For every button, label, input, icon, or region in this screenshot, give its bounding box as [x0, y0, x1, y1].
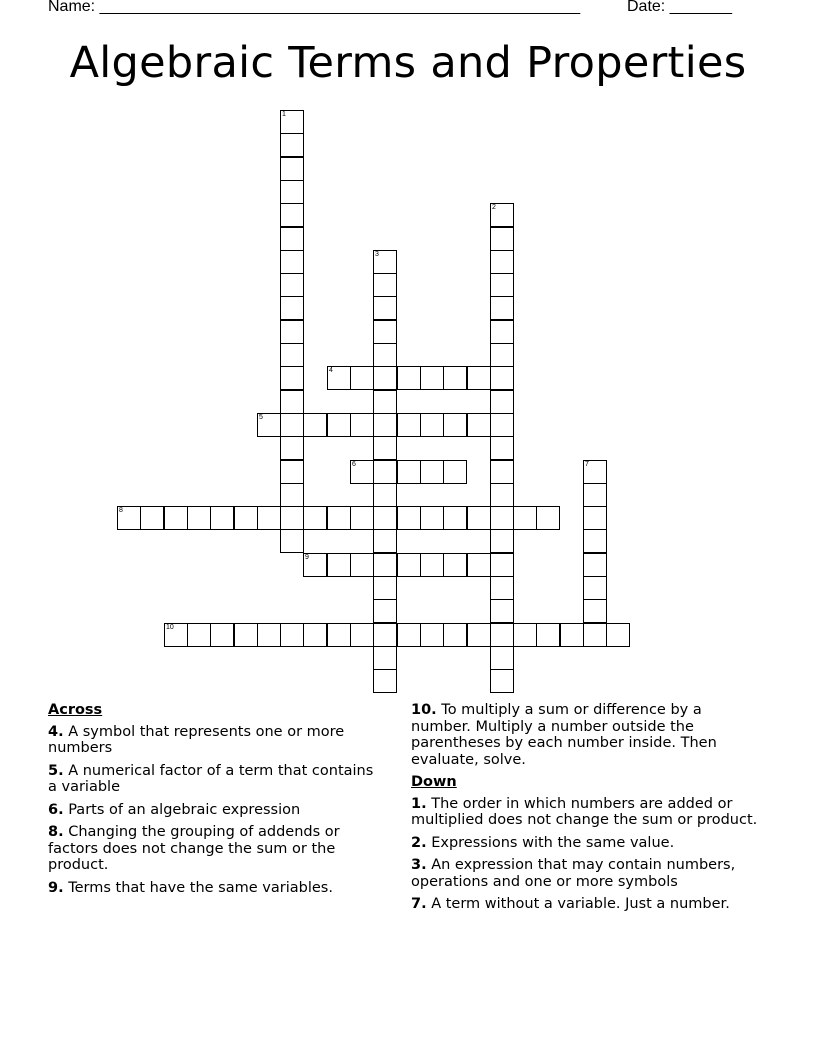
crossword-cell[interactable]	[210, 623, 234, 647]
crossword-cell[interactable]	[373, 576, 397, 600]
crossword-cell[interactable]	[583, 576, 607, 600]
crossword-cell[interactable]	[280, 413, 304, 437]
crossword-cell[interactable]	[490, 599, 514, 623]
crossword-cell[interactable]	[350, 413, 374, 437]
crossword-cell[interactable]	[280, 623, 304, 647]
crossword-cell[interactable]	[187, 506, 211, 530]
crossword-cell[interactable]	[373, 483, 397, 507]
crossword-cell[interactable]	[490, 320, 514, 344]
crossword-cell[interactable]	[467, 506, 491, 530]
clue-across-6: 6. Parts of an algebraic expression	[48, 801, 301, 818]
crossword-cell[interactable]	[280, 390, 304, 414]
crossword-cell[interactable]	[164, 506, 188, 530]
crossword-cell[interactable]	[327, 623, 351, 647]
crossword-cell[interactable]	[303, 623, 327, 647]
crossword-cell[interactable]	[164, 623, 188, 647]
crossword-cell[interactable]	[490, 576, 514, 600]
crossword-cell[interactable]	[210, 506, 234, 530]
crossword-cell[interactable]	[513, 506, 537, 530]
crossword-cell[interactable]	[350, 623, 374, 647]
crossword-cell[interactable]	[490, 273, 514, 297]
crossword-cell[interactable]	[490, 227, 514, 251]
crossword-cell[interactable]	[513, 623, 537, 647]
crossword-cell[interactable]	[280, 133, 304, 157]
clue-down-7: 7. A term without a variable. Just a number.	[411, 896, 730, 912]
crossword-cell[interactable]	[117, 506, 141, 530]
crossword-cell[interactable]	[257, 413, 281, 437]
crossword-cell[interactable]	[490, 390, 514, 414]
crossword-cell[interactable]	[536, 506, 560, 530]
crossword-cell[interactable]	[467, 413, 491, 437]
crossword-cell[interactable]	[303, 506, 327, 530]
crossword-cell[interactable]	[327, 506, 351, 530]
crossword-cell[interactable]	[373, 296, 397, 320]
crossword-cell[interactable]	[280, 203, 304, 227]
crossword-cell[interactable]	[280, 157, 304, 181]
crossword-cell[interactable]	[373, 413, 397, 437]
clue-across-4: 4. A symbol that represents one or more numbers	[48, 723, 345, 756]
crossword-cell[interactable]	[234, 623, 258, 647]
page-title: Algebraic Terms and Properties	[69, 38, 747, 88]
crossword-cell[interactable]	[373, 343, 397, 367]
crossword-cell[interactable]	[373, 250, 397, 274]
crossword-cell[interactable]	[490, 436, 514, 460]
crossword-cell[interactable]	[280, 296, 304, 320]
clue-down-3: 3. An expression that may contain numbers, operations and one or more symbols	[411, 857, 736, 890]
crossword-cell[interactable]	[327, 553, 351, 577]
crossword-cell[interactable]	[583, 553, 607, 577]
crossword-cell[interactable]	[397, 460, 421, 484]
crossword-cell[interactable]	[350, 366, 374, 390]
crossword-cell[interactable]	[536, 623, 560, 647]
crossword-cell[interactable]	[467, 553, 491, 577]
crossword-cell[interactable]	[373, 390, 397, 414]
crossword-cell[interactable]	[420, 553, 444, 577]
date-label: Date: _______	[627, 0, 732, 15]
down-heading: Down	[411, 774, 457, 790]
crossword-cell[interactable]	[490, 623, 514, 647]
crossword-cell[interactable]	[280, 529, 304, 553]
crossword-cell[interactable]	[280, 460, 304, 484]
crossword-cell[interactable]	[280, 250, 304, 274]
crossword-cell[interactable]	[443, 366, 467, 390]
clue-number: 7	[585, 461, 589, 468]
crossword-cell[interactable]	[420, 366, 444, 390]
crossword-cell[interactable]	[373, 553, 397, 577]
crossword-cell[interactable]	[280, 483, 304, 507]
crossword-cell[interactable]	[583, 460, 607, 484]
crossword-cell[interactable]	[327, 366, 351, 390]
crossword-cell[interactable]	[397, 413, 421, 437]
crossword-cell[interactable]	[303, 413, 327, 437]
crossword-cell[interactable]	[140, 506, 164, 530]
name-label: Name: ______________________________________________________	[48, 0, 581, 15]
crossword-cell[interactable]	[490, 343, 514, 367]
crossword-cell[interactable]	[373, 599, 397, 623]
clue-number: 8	[119, 507, 123, 514]
crossword-cell[interactable]	[397, 506, 421, 530]
crossword-cell[interactable]	[303, 553, 327, 577]
crossword-cell[interactable]	[606, 623, 630, 647]
crossword-cell[interactable]	[397, 553, 421, 577]
crossword-cell[interactable]	[490, 366, 514, 390]
crossword-cell[interactable]	[583, 623, 607, 647]
across-heading: Across	[48, 702, 103, 718]
crossword-cell[interactable]	[420, 623, 444, 647]
crossword-cell[interactable]	[397, 623, 421, 647]
crossword-cell[interactable]	[257, 623, 281, 647]
clue-across-5: 5. A numerical factor of a term that contains a variable	[48, 762, 374, 795]
crossword-cell[interactable]	[420, 460, 444, 484]
crossword-cell[interactable]	[583, 483, 607, 507]
crossword-cell[interactable]	[467, 366, 491, 390]
crossword-cell[interactable]	[490, 460, 514, 484]
clue-across-10: 10. To multiply a sum or difference by a number. Multiply a number outside the parentheses by each number inside. Then evaluate, solve.	[411, 702, 717, 768]
crossword-cell[interactable]	[443, 460, 467, 484]
crossword-cell[interactable]	[373, 669, 397, 693]
crossword-cell[interactable]	[373, 646, 397, 670]
clue-across-9: 9. Terms that have the same variables.	[48, 879, 333, 896]
crossword-cell[interactable]	[373, 436, 397, 460]
crossword-cell[interactable]	[350, 553, 374, 577]
crossword-cell[interactable]	[583, 599, 607, 623]
crossword-cell[interactable]	[187, 623, 211, 647]
right-clues	[411, 702, 761, 919]
clue-number: 2	[492, 204, 496, 211]
clue-number: 4	[329, 367, 333, 374]
clue-number: 5	[259, 414, 263, 421]
crossword-cell[interactable]	[280, 343, 304, 367]
crossword-cell[interactable]	[583, 506, 607, 530]
crossword-cell[interactable]	[280, 320, 304, 344]
crossword-cell[interactable]	[397, 366, 421, 390]
crossword-cell[interactable]	[490, 553, 514, 577]
across-clues	[48, 702, 378, 902]
crossword-cell[interactable]	[234, 506, 258, 530]
crossword-cell[interactable]	[560, 623, 584, 647]
crossword-cell[interactable]	[490, 483, 514, 507]
crossword-cell[interactable]	[280, 110, 304, 134]
crossword-cell[interactable]	[443, 623, 467, 647]
crossword-cell[interactable]	[467, 623, 491, 647]
crossword-cell[interactable]	[350, 460, 374, 484]
crossword-cell[interactable]	[373, 320, 397, 344]
crossword-cell[interactable]	[280, 227, 304, 251]
crossword-cell[interactable]	[350, 506, 374, 530]
crossword-cell[interactable]	[280, 366, 304, 390]
crossword-cell[interactable]	[373, 529, 397, 553]
crossword-cell[interactable]	[490, 413, 514, 437]
clue-number: 6	[352, 461, 356, 468]
crossword-cell[interactable]	[490, 646, 514, 670]
clue-number: 9	[305, 554, 309, 561]
crossword-cell[interactable]	[490, 250, 514, 274]
crossword-cell[interactable]	[373, 366, 397, 390]
crossword-cell[interactable]	[257, 506, 281, 530]
crossword-cell[interactable]	[420, 506, 444, 530]
clue-number: 10	[166, 624, 174, 631]
clue-down-1: 1. The order in which numbers are added or multiplied does not change the sum or product.	[411, 795, 758, 828]
crossword-cell[interactable]	[490, 669, 514, 693]
crossword-cell[interactable]	[443, 553, 467, 577]
crossword-cell[interactable]	[373, 460, 397, 484]
crossword-cell[interactable]	[490, 203, 514, 227]
crossword-cell[interactable]	[280, 436, 304, 460]
crossword-cell[interactable]	[373, 273, 397, 297]
crossword-cell[interactable]	[583, 529, 607, 553]
clue-down-2: 2. Expressions with the same value.	[411, 834, 675, 851]
crossword-cell[interactable]	[327, 413, 351, 437]
crossword-cell[interactable]	[490, 506, 514, 530]
clue-across-8: 8. Changing the grouping of addends or factors does not change the sum or the product.	[48, 824, 340, 873]
crossword-cell[interactable]	[373, 506, 397, 530]
clue-number: 1	[282, 111, 286, 118]
crossword-cell[interactable]	[280, 273, 304, 297]
crossword-cell[interactable]	[443, 413, 467, 437]
crossword-cell[interactable]	[280, 506, 304, 530]
crossword-cell[interactable]	[420, 413, 444, 437]
crossword-cell[interactable]	[373, 623, 397, 647]
clue-number: 3	[375, 251, 379, 258]
crossword-cell[interactable]	[490, 296, 514, 320]
crossword-cell[interactable]	[443, 506, 467, 530]
crossword-cell[interactable]	[280, 180, 304, 204]
crossword-cell[interactable]	[490, 529, 514, 553]
